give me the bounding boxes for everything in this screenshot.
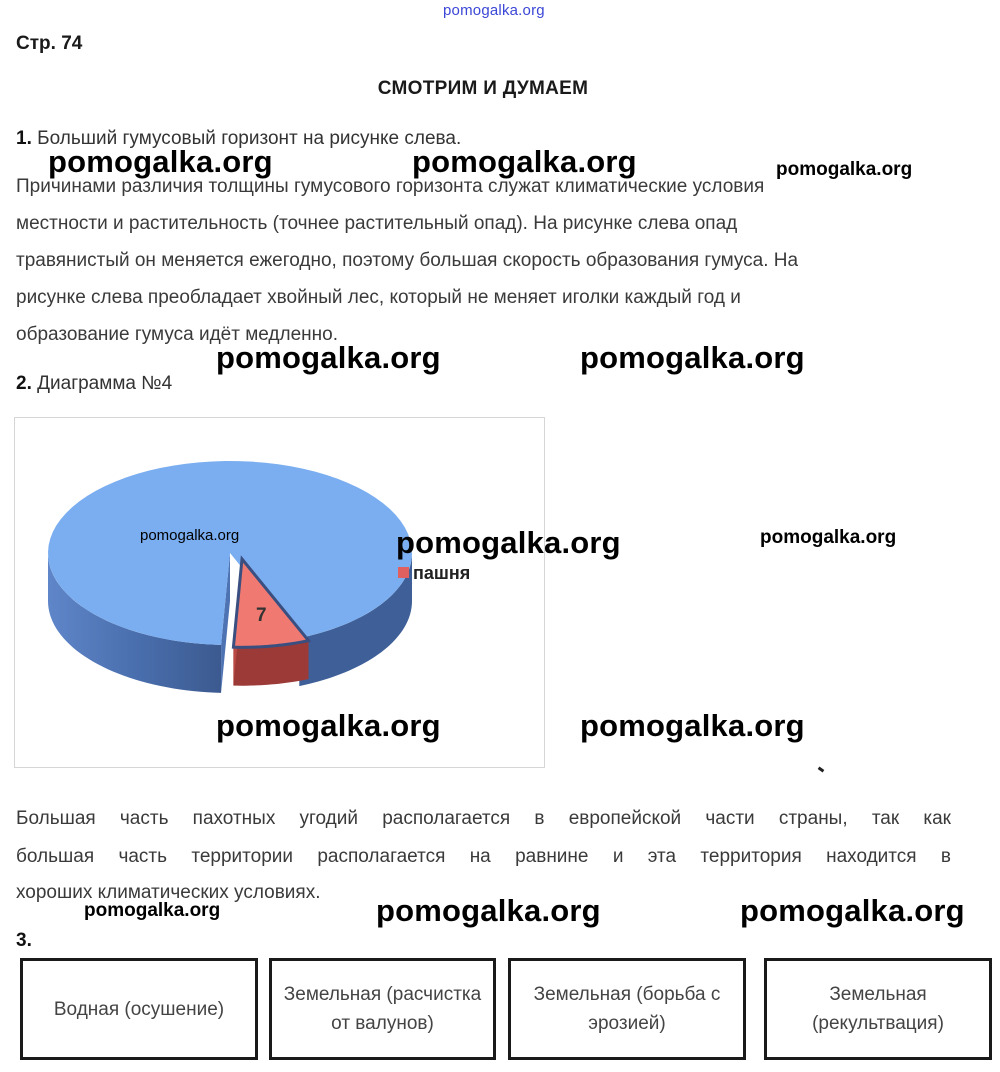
watermark: pomogalka.org bbox=[740, 893, 965, 928]
watermark: pomogalka.org bbox=[140, 527, 240, 544]
watermark: pomogalka.org bbox=[48, 144, 273, 179]
answer-2-line: хороших климатических условиях. bbox=[16, 882, 321, 903]
answer-box-3 bbox=[508, 958, 746, 1060]
watermark: pomogalka.org bbox=[376, 893, 601, 928]
answer-1-line: рисунке слева преобладает хвойный лес, который не меняет иголки каждый год и bbox=[16, 287, 741, 308]
answer-1-line: образование гумуса идёт медленно. bbox=[16, 324, 338, 345]
answer-box-3-text: Земельная (борьба с эрозией) bbox=[533, 984, 721, 1034]
section-title: СМОТРИМ И ДУМАЕМ bbox=[377, 78, 589, 99]
legend-label-pashnya: пашня bbox=[413, 563, 471, 583]
answer-1-line: травянистый он меняется ежегодно, поэтому большая скорость образования гумуса. На bbox=[16, 250, 799, 271]
stray-mark bbox=[818, 767, 825, 773]
watermark: pomogalka.org bbox=[412, 144, 637, 179]
answer-box-2 bbox=[269, 958, 496, 1060]
page-reference: Стр. 74 bbox=[16, 33, 83, 54]
pie-slice-big bbox=[48, 461, 412, 645]
answer-box-1 bbox=[20, 958, 258, 1060]
question-3 bbox=[16, 930, 32, 952]
watermark: pomogalka.org bbox=[216, 708, 441, 743]
pie-data-label: 7 bbox=[256, 604, 267, 626]
question-2-number: 2. bbox=[16, 373, 32, 394]
answer-1-line: местности и растительность (точнее растительный опад). На рисунке слева опад bbox=[16, 213, 738, 234]
answer-box-4-text: Земельная (рекультвация) bbox=[812, 984, 944, 1034]
answer-2-line: Большая часть пахотных угодий располагается в европейской части страны, так как bbox=[16, 808, 951, 829]
answer-2-line: большая часть территории располагается на равнине и эта территория находится в bbox=[16, 846, 951, 867]
watermark: pomogalka.org bbox=[216, 340, 441, 375]
question-2 bbox=[16, 373, 172, 395]
answer-box-1-text: Водная (осушение) bbox=[53, 998, 225, 1020]
question-1-text: Больший гумусовый горизонт на рисунке слева. bbox=[37, 128, 462, 149]
watermark: pomogalka.org bbox=[776, 159, 913, 180]
watermark: pomogalka.org bbox=[396, 525, 621, 560]
watermark-top: pomogalka.org bbox=[443, 2, 545, 19]
answer-1-line: Причинами различия толщины гумусового горизонта служат климатические условия bbox=[16, 176, 765, 197]
watermark: pomogalka.org bbox=[580, 708, 805, 743]
watermark: pomogalka.org bbox=[760, 527, 897, 548]
legend-swatch-pashnya bbox=[398, 567, 409, 578]
question-2-text: Диаграмма №4 bbox=[37, 373, 173, 394]
question-3-number: 3. bbox=[16, 930, 32, 951]
chart-legend bbox=[398, 563, 470, 584]
watermark: pomogalka.org bbox=[84, 900, 221, 921]
answer-box-2-text: Земельная (расчистка от валунов) bbox=[283, 984, 482, 1034]
watermark: pomogalka.org bbox=[580, 340, 805, 375]
answer-box-4 bbox=[764, 958, 992, 1060]
question-1-number: 1. bbox=[16, 128, 32, 149]
